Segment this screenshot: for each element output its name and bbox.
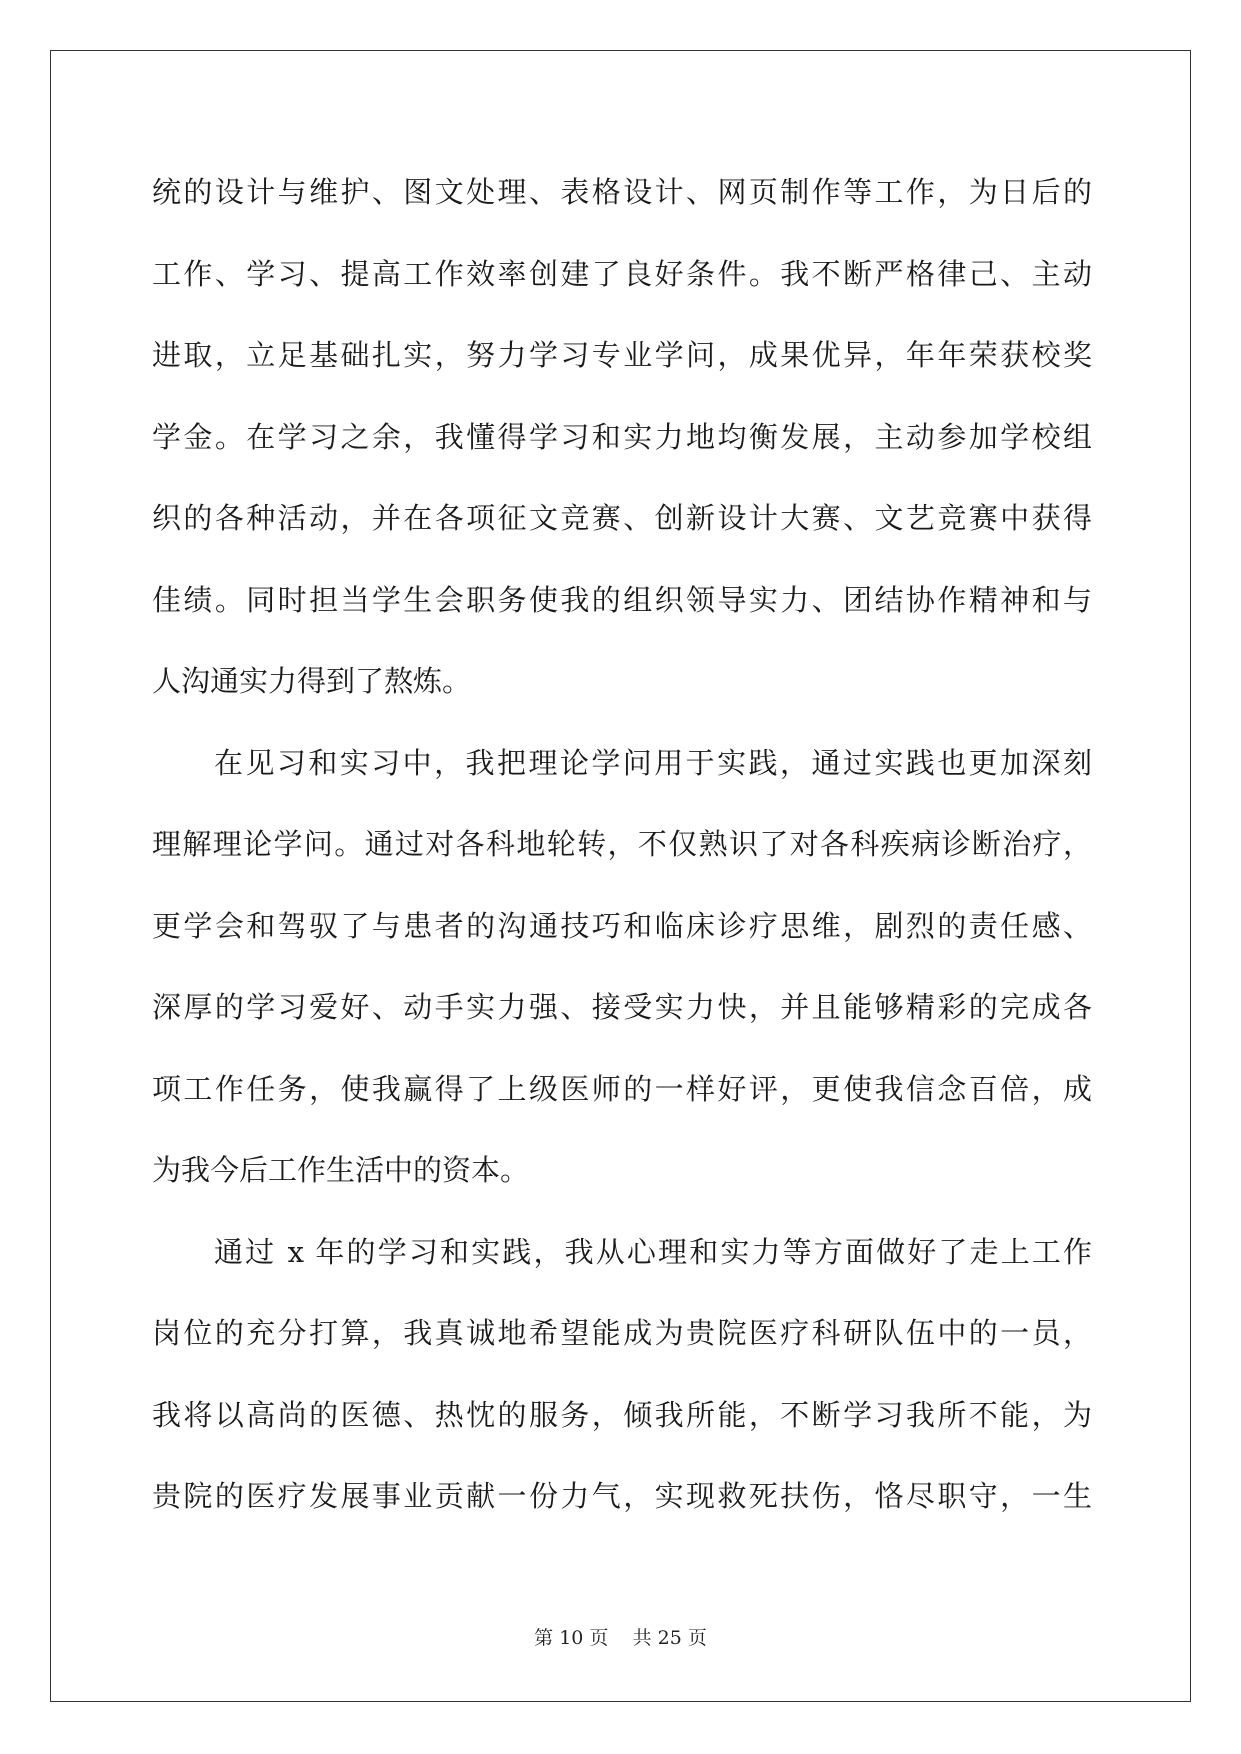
document-body — [152, 152, 1092, 1538]
text-line: 项工作任务，使我赢得了上级医师的一样好评，更使我信念百倍，成 — [152, 1071, 1092, 1106]
text-line: 为我今后工作生活中的资本。 — [152, 1153, 530, 1187]
text-line: 贵院的医疗发展事业贡献一份力气，实现救死扶伤，恪尽职守，一生 — [152, 1479, 1092, 1513]
text-line: 织的各种活动，并在各项征文竞赛、创新设计大赛、文艺竞赛中获得 — [152, 501, 1092, 535]
text-line: 工作、学习、提高工作效率创建了良好条件。我不断严格律己、主动 — [152, 256, 1092, 291]
page-number-footer: 第 10 页 共 25 页 — [534, 1627, 707, 1649]
text-line: 佳绩。同时担当学生会职务使我的组织领导实力、团结协作精神和与 — [152, 582, 1092, 617]
text-line: 进取，立足基础扎实，努力学习专业学问，成果优异，年年荣获校奖 — [152, 338, 1092, 372]
text-line: 学金。在学习之余，我懂得学习和实力地均衡发展，主动参加学校组 — [152, 419, 1092, 454]
text-line: 岗位的充分打算，我真诚地希望能成为贵院医疗科研队伍中的一员， — [152, 1316, 1092, 1350]
paragraph-first-line: 通过 x 年的学习和实践，我从心理和实力等方面做好了走上工作 — [214, 1234, 1092, 1269]
text-line: 我将以高尚的医德、热忱的服务，倾我所能，不断学习我所不能，为 — [152, 1397, 1092, 1432]
text-line: 更学会和驾驭了与患者的沟通技巧和临床诊疗思维，剧烈的责任感、 — [152, 908, 1092, 943]
text-line: 深厚的学习爱好、动手实力强、接受实力快，并且能够精彩的完成各 — [152, 990, 1092, 1024]
text-line: 统的设计与维护、图文处理、表格设计、网页制作等工作，为日后的 — [152, 175, 1092, 209]
text-line: 理解理论学问。通过对各科地轮转，不仅熟识了对各科疾病诊断治疗， — [152, 827, 1092, 861]
paragraph-first-line: 在见习和实习中，我把理论学问用于实践，通过实践也更加深刻 — [214, 745, 1092, 780]
text-line: 人沟通实力得到了熬炼。 — [152, 664, 472, 698]
